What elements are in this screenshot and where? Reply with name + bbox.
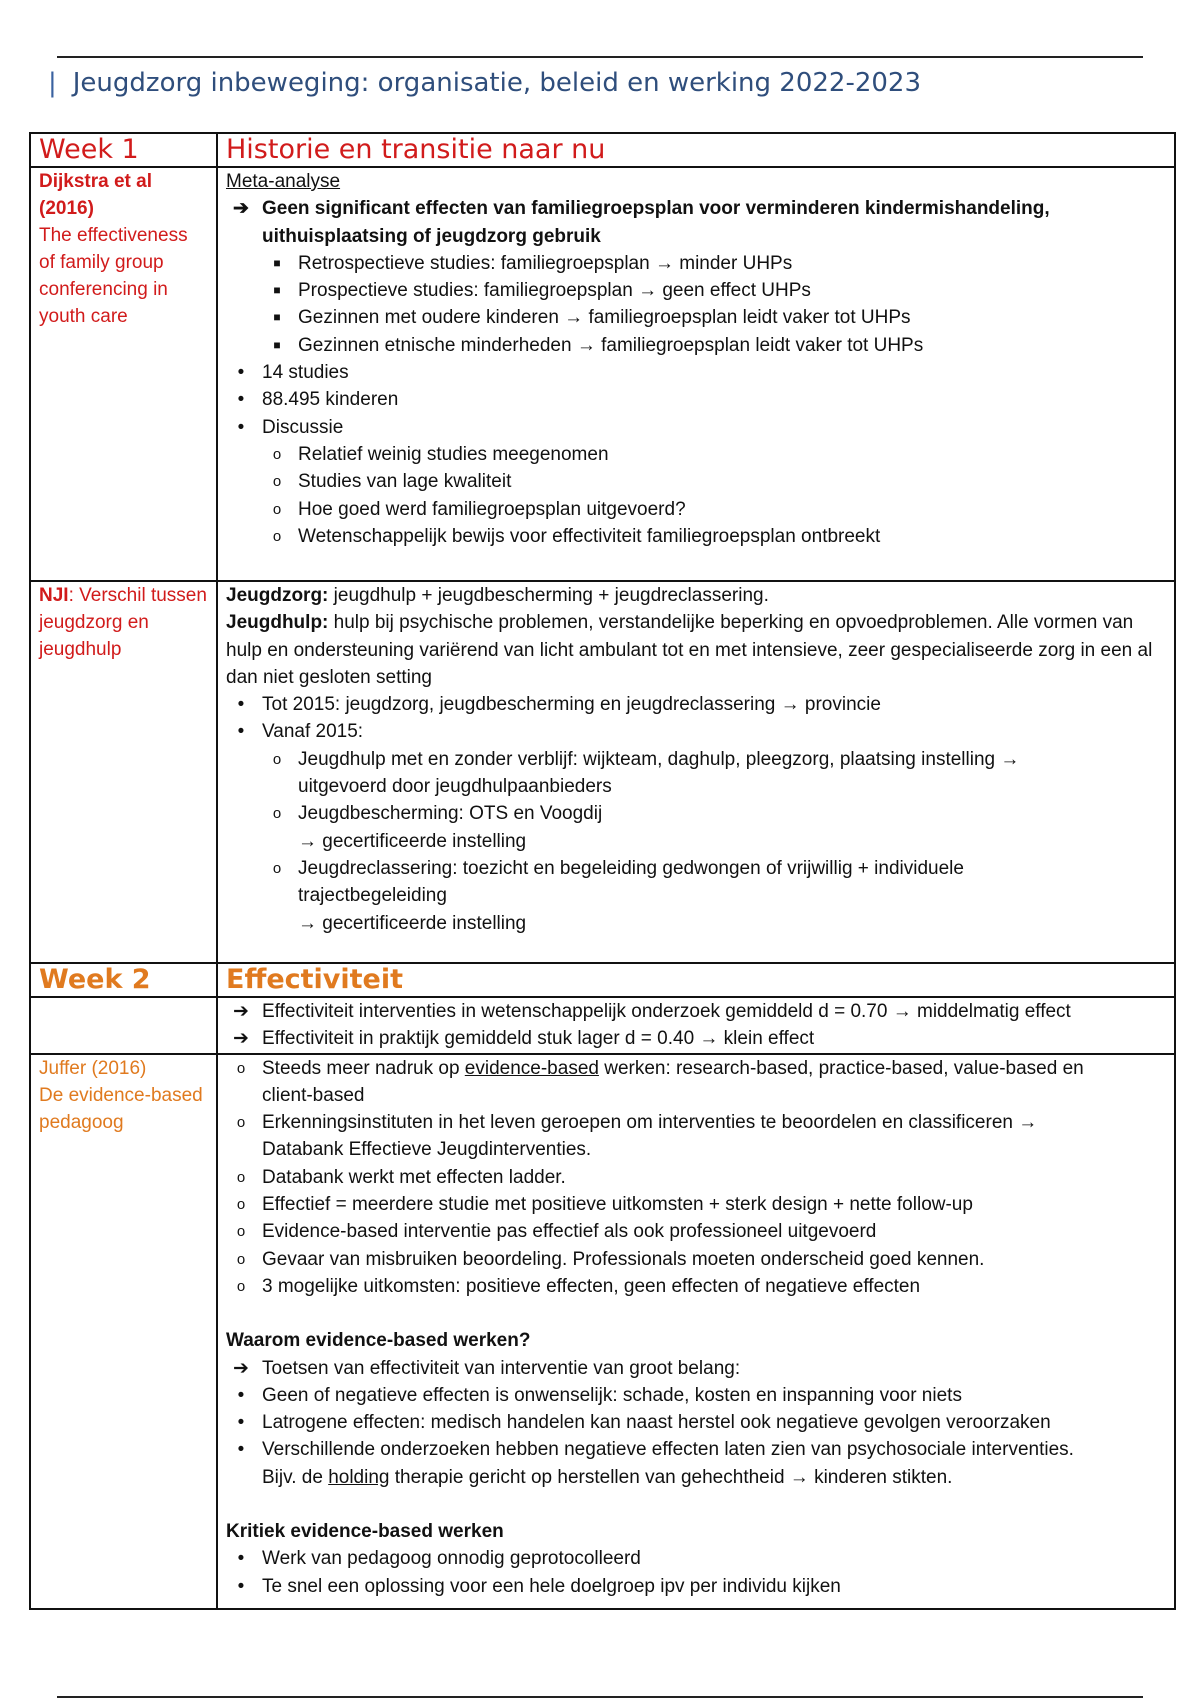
week2-intro-empty xyxy=(30,997,217,1054)
circle-bullet-icon: o xyxy=(272,500,282,518)
document-title: Jeugdzorg inbeweging: organisatie, beleid en werking 2022-2023 xyxy=(72,68,922,98)
arrow-icon: ➔ xyxy=(233,1001,249,1022)
bullet-icon: • xyxy=(237,721,245,743)
list-item: o Wetenschappelijk bewijs voor effectiviteit familiegroepsplan ontbreekt xyxy=(226,523,1166,550)
list-item-cont: uitgevoerd door jeugdhulpaanbieders xyxy=(298,776,612,798)
circle-bullet-icon: o xyxy=(272,473,282,491)
list-item: • Tot 2015: jeugdzorg, jeugdbescherming en jeugdreclassering → provincie xyxy=(226,691,1166,718)
top-rule xyxy=(57,56,1143,58)
juffer-content xyxy=(217,1054,1175,1609)
header-bar: | xyxy=(48,68,57,98)
definition-jeugdzorg: Jeugdzorg: jeugdhulp + jeugdbescherming + jeugdreclassering. xyxy=(226,585,769,606)
list-item: ➔ Toetsen van effectiviteit van interventie van groot belang: xyxy=(226,1355,1166,1382)
list-item: o 3 mogelijke uitkomsten: positieve effecten, geen effecten of negatieve effecten xyxy=(226,1273,1166,1300)
circle-bullet-icon: o xyxy=(236,1277,246,1295)
list-item: • 14 studies xyxy=(226,359,1166,386)
list-item-cont: trajectbegeleiding xyxy=(298,885,447,907)
circle-bullet-icon: o xyxy=(272,750,282,768)
week1-header-row xyxy=(30,133,1175,167)
list-item: o Relatief weinig studies meegenomen xyxy=(226,441,1166,468)
week2-header-row xyxy=(30,963,1175,997)
section-heading: Meta-analyse xyxy=(226,171,341,192)
circle-bullet-icon: o xyxy=(236,1196,246,1214)
dijkstra-source xyxy=(30,167,217,581)
week1-title: Historie en transitie naar nu xyxy=(217,133,1175,167)
list-item-cont: → gecertificeerde instelling xyxy=(298,830,527,852)
list-item: • Discussie xyxy=(226,414,1166,441)
bullet-icon: • xyxy=(237,1412,245,1434)
juffer-source xyxy=(30,1054,217,1609)
notes-table xyxy=(29,132,1176,1610)
circle-bullet-icon: o xyxy=(236,1168,246,1186)
list-item: ■ Prospectieve studies: familiegroepsplan → geen effect UHPs xyxy=(226,277,1166,304)
list-item: ➔ Effectiviteit in praktijk gemiddeld stuk lager d = 0.40 → klein effect xyxy=(226,1025,1166,1052)
list-item: • Te snel een oplossing voor een hele doelgroep ipv per individu kijken xyxy=(226,1573,1166,1600)
bullet-icon: • xyxy=(237,1548,245,1570)
source-title: The effectiveness of family group conferencing in youth care xyxy=(39,225,188,327)
list-item: • Geen of negatieve effecten is onwenselijk: schade, kosten en inspanning voor niets xyxy=(226,1382,1166,1409)
list-item-cont: Databank Effectieve Jeugdinterventies. xyxy=(262,1139,592,1161)
dijkstra-content xyxy=(217,167,1175,581)
arrow-icon: ➔ xyxy=(233,198,249,220)
circle-bullet-icon: o xyxy=(272,445,282,463)
list-item: o Jeugdhulp met en zonder verblijf: wijkteam, daghulp, pleegzorg, plaatsing instelling → xyxy=(226,746,1166,773)
spacer xyxy=(226,1300,1166,1327)
critique-heading: Kritiek evidence-based werken xyxy=(226,1521,504,1543)
week2-intro-content xyxy=(217,997,1175,1054)
list-item: • Verschillende onderzoeken hebben negatieve effecten laten zien van psychosociale interventies. xyxy=(226,1436,1166,1463)
circle-bullet-icon: o xyxy=(272,527,282,545)
list-item: • 88.495 kinderen xyxy=(226,386,1166,413)
bullet-icon: • xyxy=(237,1575,245,1597)
spacer xyxy=(226,1491,1166,1518)
list-item: o Gevaar van misbruiken beoordeling. Professionals moeten onderscheid goed kennen. xyxy=(226,1246,1166,1273)
list-item: ➔ Effectiviteit interventies in wetenschappelijk onderzoek gemiddeld d = 0.70 → middelmatig effect xyxy=(226,998,1166,1025)
list-item: • Werk van pedagoog onnodig geprotocolleerd xyxy=(226,1545,1166,1572)
nji-content xyxy=(217,581,1175,963)
nji-source xyxy=(30,581,217,963)
list-item: o Jeugdbescherming: OTS en Voogdij xyxy=(226,800,1166,827)
list-item: o Steeds meer nadruk op evidence-based werken: research-based, practice-based, value-based en xyxy=(226,1055,1166,1082)
source-title: De evidence-based pedagoog xyxy=(39,1084,203,1133)
arrow-icon: ➔ xyxy=(233,1028,249,1050)
why-heading: Waarom evidence-based werken? xyxy=(226,1330,531,1352)
source-title: : Verschil tussen jeugdzorg en jeugdhulp xyxy=(39,585,207,660)
square-bullet-icon: ■ xyxy=(273,283,281,298)
list-item: ■ Gezinnen etnische minderheden → familiegroepsplan leidt vaker tot UHPs xyxy=(226,332,1166,359)
square-bullet-icon: ■ xyxy=(273,337,281,352)
dijkstra-row xyxy=(30,167,1175,581)
week2-intro-row xyxy=(30,997,1175,1054)
circle-bullet-icon: o xyxy=(236,1059,246,1077)
list-item: o Hoe goed werd familiegroepsplan uitgevoerd? xyxy=(226,496,1166,523)
square-bullet-icon: ■ xyxy=(273,255,281,270)
list-item: ■ Gezinnen met oudere kinderen → familiegroepsplan leidt vaker tot UHPs xyxy=(226,304,1166,331)
list-item: o Databank werkt met effecten ladder. xyxy=(226,1164,1166,1191)
bullet-icon: • xyxy=(237,1439,245,1461)
arrow-icon: ➔ xyxy=(233,1357,249,1379)
week2-title: Effectiviteit xyxy=(217,963,1175,997)
definition-jeugdhulp: Jeugdhulp: hulp bij psychische problemen, verstandelijke beperking en opvoedproblemen. Alle vormen van hulp en ondersteuning variërend van licht ambulant tot en met intensieve, zeer gespecialiseerde zorg in een al dan niet gesloten setting xyxy=(226,612,1153,688)
bottom-rule xyxy=(57,1696,1143,1698)
list-item-cont: Bijv. de holding therapie gericht op herstellen van gehechtheid → kinderen stikten. xyxy=(262,1466,953,1488)
circle-bullet-icon: o xyxy=(236,1250,246,1268)
main-finding-cont: uithuisplaatsing of jeugdzorg gebruik xyxy=(262,225,601,247)
circle-bullet-icon: o xyxy=(272,805,282,823)
list-item: • Latrogene effecten: medisch handelen kan naast herstel ook negatieve gevolgen veroorzaken xyxy=(226,1409,1166,1436)
document-header xyxy=(48,68,921,98)
week1-label: Week 1 xyxy=(30,133,217,167)
square-bullet-icon: ■ xyxy=(273,310,281,325)
list-item: o Studies van lage kwaliteit xyxy=(226,468,1166,495)
week2-label: Week 2 xyxy=(30,963,217,997)
bullet-icon: • xyxy=(237,389,245,411)
juffer-row xyxy=(30,1054,1175,1609)
list-item-cont: → gecertificeerde instelling xyxy=(298,912,527,934)
list-item: ■ Retrospectieve studies: familiegroepsplan → minder UHPs xyxy=(226,250,1166,277)
nji-row xyxy=(30,581,1175,963)
main-finding: ➔ Geen significant effecten van familiegroepsplan voor verminderen kindermishandeling, xyxy=(226,195,1166,222)
list-item: o Evidence-based interventie pas effectief als ook professioneel uitgevoerd xyxy=(226,1218,1166,1245)
list-item: o Effectief = meerdere studie met positieve uitkomsten + sterk design + nette follow-up xyxy=(226,1191,1166,1218)
source-authors: Juffer (2016) xyxy=(39,1057,147,1079)
bullet-icon: • xyxy=(237,362,245,384)
list-item-cont: client-based xyxy=(262,1084,365,1106)
list-item: o Erkenningsinstituten in het leven geroepen om interventies te beoordelen en classificeren → xyxy=(226,1109,1166,1136)
bullet-icon: • xyxy=(237,1384,245,1406)
bullet-icon: • xyxy=(237,694,245,716)
list-item: o Jeugdreclassering: toezicht en begeleiding gedwongen of vrijwillig + individuele xyxy=(226,855,1166,882)
circle-bullet-icon: o xyxy=(272,859,282,877)
list-item: • Vanaf 2015: xyxy=(226,718,1166,745)
bullet-icon: • xyxy=(237,416,245,438)
source-authors: Dijkstra et al xyxy=(39,171,152,192)
source-year: (2016) xyxy=(39,198,94,219)
source-org: NJI xyxy=(39,585,69,606)
circle-bullet-icon: o xyxy=(236,1223,246,1241)
circle-bullet-icon: o xyxy=(236,1114,246,1132)
